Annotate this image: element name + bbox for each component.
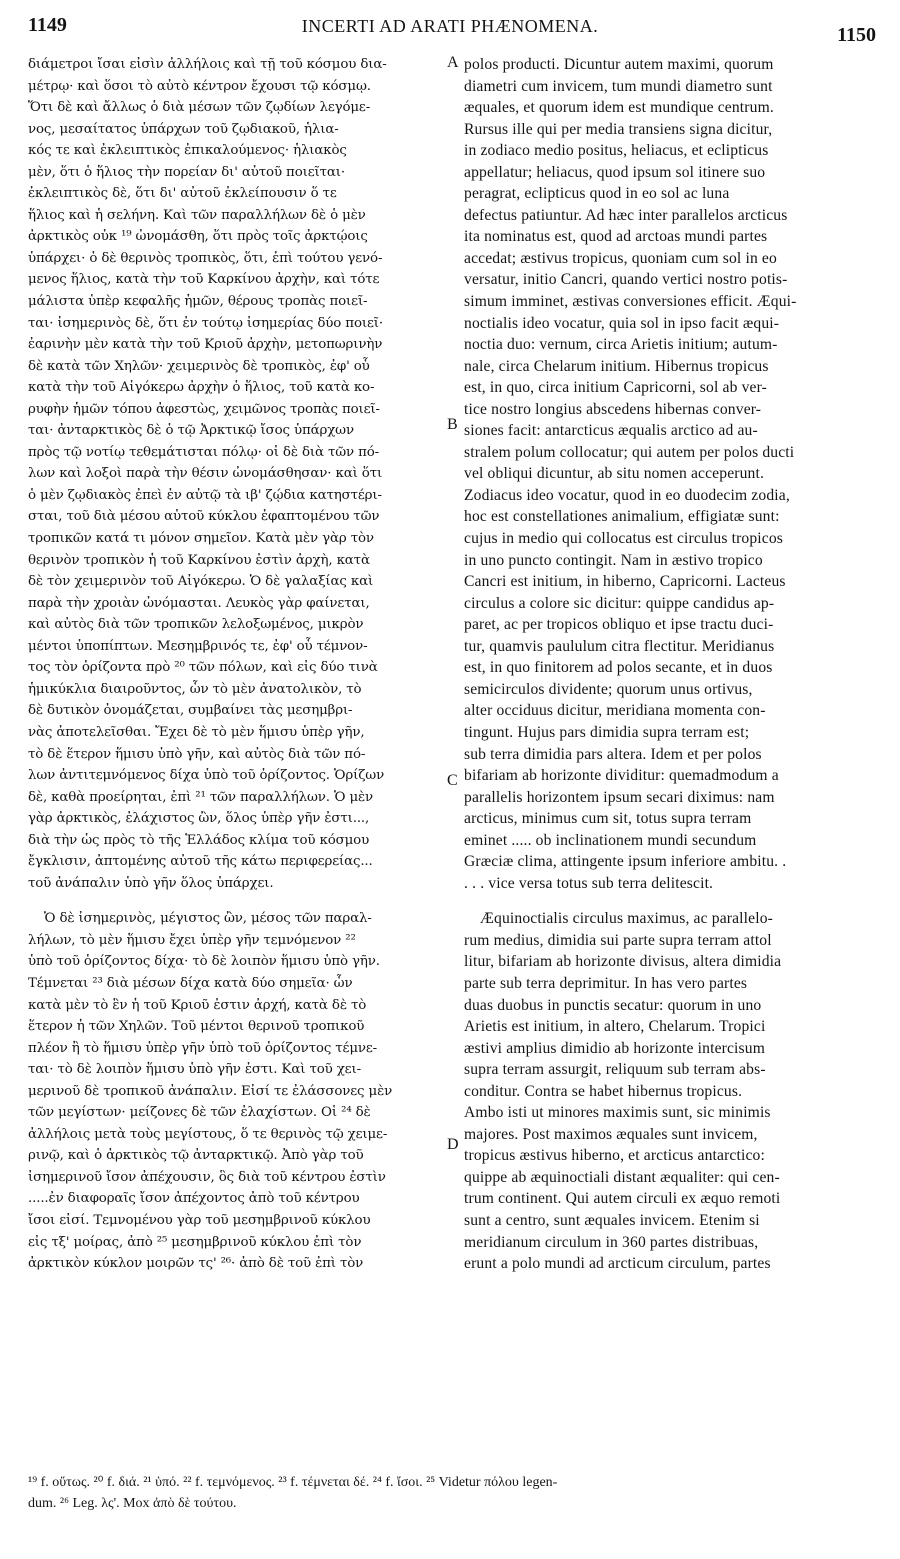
greek-text-line: ἥλιος καὶ ἡ σελήνη. Καὶ τῶν παραλλήλων δὲ ὁ μὲν	[28, 207, 366, 223]
latin-text-line: sub terra dimidia pars altera. Idem et per polos	[464, 745, 762, 763]
latin-text-line: in zodiaco medio positus, heliacus, et eclipticus	[464, 142, 769, 160]
latin-text-line: Zodiacus ideo vocatur, quod in eo duodecim zodia,	[464, 486, 790, 504]
latin-text-line: Æquinoctialis circulus maximus, ac parallelo-	[480, 910, 773, 928]
greek-text-line: ὑπὸ τοῦ ὁρίζοντος δίχα· τὸ δὲ λοιπὸν ἥμισυ ὑπὸ γῆν.	[28, 954, 380, 970]
greek-text-line: ρυφὴν ἡμῶν τόπου ἀφεστὼς, χειμῶνος τροπὰς ποιεῖ-	[28, 401, 380, 417]
greek-text-line: δὲ τὸν χειμερινὸν τοῦ Αἰγόκερω. Ὁ δὲ γαλαξίας καὶ	[28, 574, 374, 590]
latin-text-line: meridianum circulum in 360 partes distribuas,	[464, 1233, 759, 1251]
latin-text-line: accedat; æstivus tropicus, quoniam cum sol in eo	[464, 249, 777, 267]
latin-text-line: eminet ..... ob inclinationem mundi secundum	[464, 831, 757, 849]
greek-text-line: ται· ἰσημερινὸς δὲ, ὅτι ἐν τούτῳ ἰσημερίας δύο ποιεῖ·	[28, 315, 383, 331]
latin-text-line: stralem polum collocatur; qui autem per polos ducti	[464, 443, 795, 461]
latin-text-line: erunt a polo mundi ad arcticum circulum, partes	[464, 1255, 771, 1273]
greek-text-line: δὲ, καθὰ προείρηται, ἐπὶ ²¹ τῶν παραλλήλων. Ὁ μὲν	[28, 789, 374, 805]
latin-text-line: Ambo isti ut minores maximis sunt, sic minimis	[464, 1104, 771, 1122]
latin-text-line: vel obliqui dicuntur, ab situ nomen acceperunt.	[464, 465, 765, 483]
margin-marker-c: C	[447, 772, 458, 789]
latin-text-line: . . . vice versa totus sub terra delitescit.	[464, 874, 714, 892]
paragraph-gap	[28, 894, 453, 908]
greek-text-line: κός τε καὶ ἐκλειπτικὸς ἐπικαλούμενος· ἡλιακὸς	[28, 143, 347, 159]
greek-text-line: τοῦ ἀνάπαλιν ὑπὸ γῆν ὅλος ὑπάρχει.	[28, 875, 274, 891]
latin-text-line: diametri cum invicem, tum mundi diametro sunt	[464, 77, 773, 95]
margin-marker-b: B	[447, 416, 458, 433]
greek-text-line: τὸ δὲ ἕτερον ἥμισυ ὑπὸ γῆν, καὶ αὐτὸς διὰ τῶν πό-	[28, 746, 366, 762]
latin-text-line: tur, quamvis paululum citra flectitur. Meridianus	[464, 637, 775, 655]
greek-text-line: Τέμνεται ²³ διὰ μέσων δίχα κατὰ δύο σημεῖα· ὧν	[28, 975, 353, 991]
greek-text-line: ται· τὸ δὲ λοιπὸν ἥμισυ ὑπὸ γῆν ἐστι. Καὶ τοῦ χει-	[28, 1062, 361, 1078]
greek-text-line: ἴσοι εἰσί. Τεμνομένου γὰρ τοῦ μεσημβρινοῦ κύκλου	[28, 1212, 371, 1228]
latin-text-line: ita nominatus est, quod ad arctoas mundi partes	[464, 228, 768, 246]
greek-text-line: μερινοῦ δὲ τροπικοῦ ἀνάπαλιν. Εἰσί τε ἐλάσσονες μὲν	[28, 1083, 393, 1099]
greek-text-line: διὰ τὴν ὡς πρὸς τὸ τῆς Ἑλλάδος κλίμα τοῦ κόσμου	[28, 832, 370, 848]
greek-text-line: θερινὸν τροπικὸν ἡ τοῦ Καρκίνου ἐστὶν ἀρχὴ, κατὰ	[28, 552, 370, 568]
latin-text-line: litur, bifariam ab horizonte divisus, altera dimidia	[464, 953, 782, 971]
latin-text-line: rum medius, dimidia sui parte supra terram attol	[464, 931, 772, 949]
latin-text-line: alter occiduus dicitur, meridiana momenta con-	[464, 702, 766, 720]
latin-text-line: in uno puncto contingit. Nam in æstivo tropico	[464, 551, 763, 569]
footnote-line: ¹⁹ f. οὕτως. ²⁰ f. διά. ²¹ ὑπό. ²² f. τεμνόμενος. ²³ f. τέμνεται δέ. ²⁴ f. ἴσοι. ²⁵ Videtur πόλου legen-	[28, 1475, 558, 1490]
latin-text-line: polos producti. Dicuntur autem maximi, quorum	[464, 56, 774, 73]
greek-text-line: ὑπάρχει· ὁ δὲ θερινὸς τροπικὸς, ὅτι, ἐπὶ τούτου γενό-	[28, 250, 383, 266]
latin-text-line: paret, ac per tropicos obliquo et ipse tractu duci-	[464, 616, 774, 634]
latin-text-line: quippe ab æquinoctiali distant æqualiter: qui cen-	[464, 1168, 780, 1186]
page-header	[0, 14, 900, 44]
greek-text-line: μέτρῳ· καὶ ὅσοι τὸ αὐτὸ κέντρον ἔχουσι τῷ κόσμῳ.	[28, 78, 371, 94]
latin-text-line: Cancri est initium, in hiberno, Capricorni. Lacteus	[464, 573, 786, 591]
latin-text-line: siones facit: antarcticus æqualis arctico ad au-	[464, 422, 758, 440]
greek-text-line: ἡμικύκλια διαιροῦντος, ὧν τὸ μὲν ἀνατολικὸν, τὸ	[28, 681, 362, 697]
latin-text-line: semicirculos dividente; quorum unus ortivus,	[464, 680, 753, 698]
latin-text-line: duas duobus in punctis secatur: quorum in uno	[464, 996, 762, 1014]
greek-text-line: ὁ μὲν ζῳδιακὸς ἐπεὶ ἐν αὐτῷ τὰ ιβ' ζῴδια κατηστέρι-	[28, 487, 382, 503]
greek-text-line: .....ἐν διαφοραῖς ἴσον ἀπέχοντος ἀπὸ τοῦ κέντρου	[28, 1191, 360, 1207]
greek-text-line: διάμετροι ἴσαι εἰσὶν ἀλλήλοις καὶ τῇ τοῦ κόσμου δια-	[28, 57, 387, 72]
latin-text-line: est, in quo finitorem ad polos secante, et in duos	[464, 659, 773, 677]
greek-text-line: μὲν, ὅτι ὁ ἥλιος τὴν πορείαν δι' αὐτοῦ ποιεῖται·	[28, 164, 345, 180]
latin-text-line: sunt a centro, sunt æquales invicem. Etenim si	[464, 1211, 760, 1229]
latin-text-line: tingunt. Hujus pars dimidia supra terram est;	[464, 723, 750, 741]
paragraph-gap	[464, 894, 878, 908]
greek-text-line: γὰρ ἀρκτικὸς, ἐλάχιστος ὢν, ὅλος ὑπὲρ γῆν ἐστι...,	[28, 811, 370, 827]
latin-text-column	[464, 54, 878, 1275]
greek-text-line: λων ἀντιτεμνόμενος δίχα ὑπὸ τοῦ ὁρίζοντος. Ὁρίζων	[28, 768, 385, 784]
latin-text-line: nale, circa Chelarum initium. Hibernus tropicus	[464, 357, 769, 375]
greek-text-line: ἐκλειπτικὸς δὲ, ὅτι δι' αὐτοῦ ἐκλείπουσιν ὅ τε	[28, 186, 337, 202]
latin-text-line: simum imminet, æstivas conversiones efficit. Æqui-	[464, 293, 797, 311]
right-page-number: 1150	[837, 24, 876, 46]
latin-text-line: conditur. Contra se habet hibernus tropicus.	[464, 1082, 743, 1100]
greek-text-line: μέντοι ὑποπίπτων. Μεσημβρινός τε, ἐφ' οὗ τέμνον-	[28, 638, 368, 654]
latin-text-line: noctialis ideo vocatur, quia sol in ipso facit æqui-	[464, 314, 780, 332]
latin-text-line: bifariam ab horizonte dividitur: quemadmodum a	[464, 767, 779, 785]
greek-text-line: ἀρκτικὸς οὐκ ¹⁹ ὠνομάσθη, ὅτι πρὸς τοῖς ἀρκτῴοις	[28, 229, 368, 245]
left-page-number: 1149	[28, 14, 67, 36]
footnote-line: dum. ²⁶ Leg. λς'. Mox ἀπὸ δὲ τούτου.	[28, 1496, 237, 1511]
latin-text-line: trum continent. Qui autem circuli ex æquo remoti	[464, 1190, 781, 1208]
latin-text-line: æstivi amplius dimidio ab horizonte intercisum	[464, 1039, 765, 1057]
greek-text-line: τῶν μεγίστων· μείζονες δὲ τῶν ἐλαχίστων. Οἱ ²⁴ δὲ	[28, 1105, 371, 1121]
greek-text-line: ται· ἀνταρκτικὸς δὲ ὁ τῷ Ἀρκτικῷ ἴσος ὑπάρχων	[28, 423, 354, 439]
greek-text-line: ἰσημερινοῦ ἴσον ἀπέχουσιν, ὃς διὰ τοῦ κέντρου ἐστὶν	[28, 1169, 386, 1185]
latin-text-line: est, in quo, circa initium Capricorni, sol ab ver-	[464, 379, 767, 397]
greek-text-line: εἰς τξ' μοίρας, ἀπὸ ²⁵ μεσημβρινοῦ κύκλου ἐπὶ τὸν	[28, 1234, 362, 1250]
greek-text-line: ἀλλήλοις μετὰ τοὺς μεγίστους, ὅ τε θερινὸς τῷ χειμε-	[28, 1126, 388, 1142]
latin-text-line: noctia duo: vernum, circa Arietis initium; autum-	[464, 336, 778, 354]
latin-text-line: Rursus ille qui per media transiens signa dicitur,	[464, 120, 773, 138]
greek-text-line: λήλων, τὸ μὲν ἥμισυ ἔχει ὑπὲρ γῆν τεμνόμενον ²²	[28, 932, 356, 948]
greek-text-line: νὰς ἀποτελεῖσθαι. Ἔχει δὲ τὸ μὲν ἥμισυ ὑπὲρ γῆν,	[28, 724, 365, 740]
latin-text-line: parte sub terra deprimitur. In has vero partes	[464, 974, 748, 992]
greek-text-line: πλέον ἢ τὸ ἥμισυ ὑπὲρ γῆν ὑπὸ τοῦ ὁρίζοντος τέμνε-	[28, 1040, 378, 1056]
greek-text-column	[28, 54, 453, 1275]
greek-text-line: ἕτερον ἡ τῶν Χηλῶν. Τοῦ μέντοι θερινοῦ τροπικοῦ	[28, 1019, 365, 1035]
greek-text-line: δὲ κατὰ τῶν Χηλῶν· χειμερινὸς δὲ τροπικὸς, ἐφ' οὗ	[28, 358, 370, 374]
greek-text-line: πρὸς τῷ νοτίῳ τεθεμάτισται πόλῳ· οἱ δὲ διὰ τῶν πό-	[28, 444, 380, 460]
margin-marker-d: D	[447, 1136, 459, 1153]
running-title: INCERTI AD ARATI PHÆNOMENA.	[301, 16, 599, 36]
latin-text-line: versatur, initio Cancri, quando vertici nostro potis-	[464, 271, 788, 289]
latin-text-line: arcticus, minimus cum sit, totus supra terram	[464, 810, 752, 828]
latin-text-line: æquales, et quorum idem est mundique centrum.	[464, 99, 774, 117]
greek-text-line: παρὰ τὴν χροιὰν ὠνόμασται. Λευκὸς γὰρ φαίνεται,	[28, 595, 370, 611]
greek-text-line: νος, μεσαίτατος ὑπάρχων τοῦ ζῳδιακοῦ, ἡλια-	[28, 121, 339, 137]
latin-text-line: appellatur; heliacus, quod ipsum sol itinere suo	[464, 163, 766, 181]
greek-text-line: μάλιστα ὑπὲρ κεφαλῆς ἡμῶν, θέρους τροπὰς ποιεῖ-	[28, 294, 368, 310]
greek-text-line: λων καὶ λοξοὶ παρὰ τὴν θέσιν ὠνομάσθησαν· καὶ ὅτι	[28, 466, 383, 482]
latin-text-line: peragrat, eclipticus quod in eo sol ac luna	[464, 185, 730, 203]
greek-text-line: Ὁ δὲ ἰσημερινὸς, μέγιστος ὢν, μέσος τῶν παραλ-	[44, 911, 372, 927]
greek-text-line: μενος ἥλιος, κατὰ τὴν τοῦ Καρκίνου ἀρχὴν, καὶ τότε	[28, 272, 380, 288]
latin-text-line: Græciæ clima, attingente ipsum inferiore ambitu. .	[464, 853, 787, 871]
latin-text-line: majores. Post maximos æquales sunt invicem,	[464, 1125, 758, 1143]
latin-text-line: tice nostro longius abscedens hibernas conver-	[464, 400, 762, 418]
greek-text-line: καὶ αὐτὸς διὰ τῶν τροπικῶν λελοξωμένος, μικρὸν	[28, 617, 364, 633]
greek-text-line: τροπικῶν κατά τι μόνον σημεῖον. Κατὰ μὲν γὰρ τὸν	[28, 531, 374, 547]
latin-text-line: tropicus æstivus hiberno, et arcticus antarctico:	[464, 1147, 765, 1165]
latin-text-line: parallelis horizontem ipsum secari diximus: nam	[464, 788, 775, 806]
greek-text-line: κατὰ τὴν τοῦ Αἰγόκερω ἀρχὴν ὁ ἥλιος, τοῦ κατὰ κο-	[28, 380, 375, 396]
latin-text-line: hoc est constellationes animalium, effigiatæ sunt:	[464, 508, 780, 526]
greek-text-line: δὲ δυτικὸν ὀνομάζεται, συμβαίνει τὰς μεσημβρι-	[28, 703, 353, 719]
margin-marker-a: A	[447, 54, 459, 71]
latin-text-line: circulus a colore sic dicitur: quippe candidus ap-	[464, 594, 775, 612]
greek-text-line: ἀρκτικὸν κύκλον μοιρῶν τς' ²⁶· ἀπὸ δὲ τοῦ ἐπὶ τὸν	[28, 1256, 364, 1272]
footnotes	[28, 1472, 878, 1514]
greek-text-line: ρινῷ, καὶ ὁ ἀρκτικὸς τῷ ἀνταρκτικῷ. Ἀπὸ γὰρ τοῦ	[28, 1148, 364, 1164]
latin-text-line: Arietis est initium, in altero, Chelarum. Tropici	[464, 1018, 766, 1036]
greek-text-line: σται, τοῦ διὰ μέσου αὐτοῦ κύκλου ἐφαπτομένου τῶν	[28, 509, 380, 525]
greek-text-line: ἐαρινὴν μὲν κατὰ τὴν τοῦ Κριοῦ ἀρχὴν, μετοπωρινὴν	[28, 337, 383, 353]
greek-text-line: κατὰ μὲν τὸ ἓν ἡ τοῦ Κριοῦ ἐστιν ἀρχή, κατὰ δὲ τὸ	[28, 997, 367, 1013]
greek-text-line: Ὅτι δὲ καὶ ἄλλως ὁ διὰ μέσων τῶν ζῳδίων λεγόμε-	[28, 100, 371, 116]
greek-text-line: ἔγκλισιν, ἀπτομένης αὐτοῦ τῆς κάτω περιφερείας...	[28, 854, 373, 870]
latin-text-line: supra terram assurgit, reliquum sub terram abs-	[464, 1061, 766, 1079]
latin-text-line: defectus patiuntur. Ad hæc inter parallelos arcticus	[464, 206, 788, 224]
latin-text-line: cujus in medio qui collocatus est circulus tropicos	[464, 530, 784, 548]
greek-text-line: τος τὸν ὁρίζοντα πρὸ ²⁰ τῶν πόλων, καὶ εἰς δύο τινὰ	[28, 660, 378, 676]
